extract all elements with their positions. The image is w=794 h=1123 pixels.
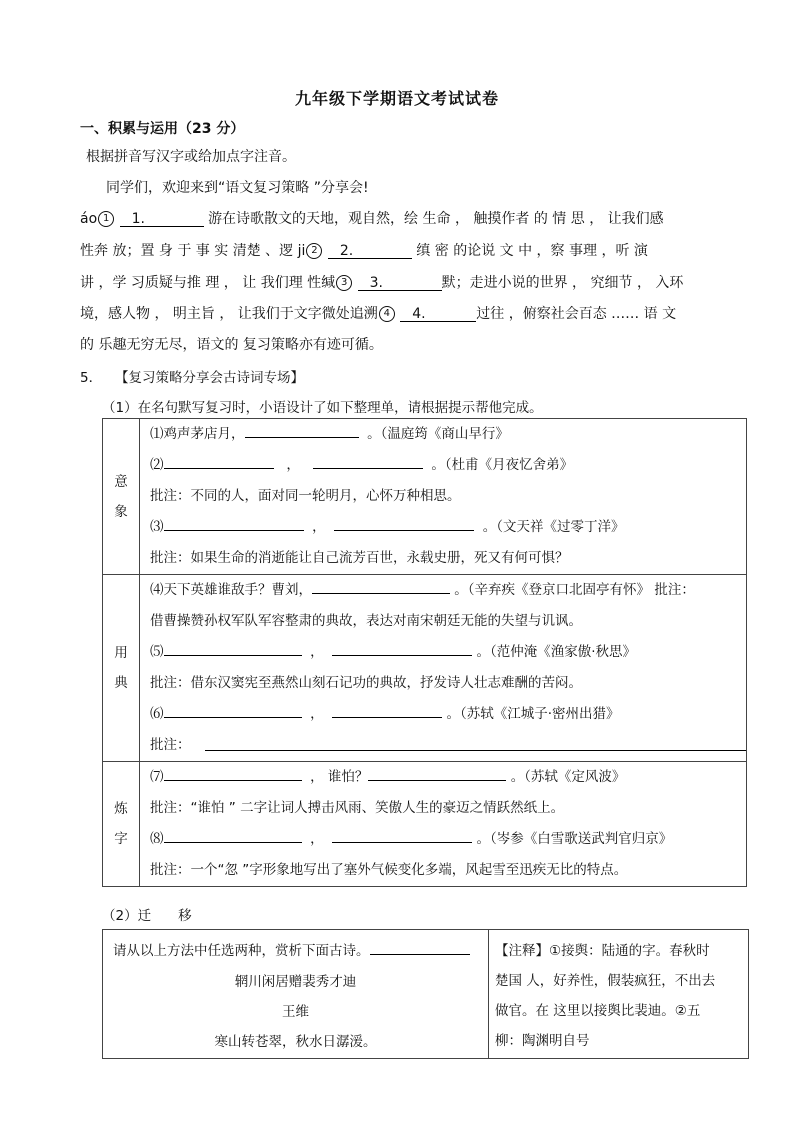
question-5-1: （1）在名句默写复习时，小语设计了如下整理单，请根据提示帮他完成。 xyxy=(102,400,543,416)
annotation: 批注：如果生命的消逝能让自己流芳百世，永载史册，死又有何可惧？ xyxy=(150,550,569,566)
answer-blank[interactable] xyxy=(370,942,470,955)
greeting: 同学们，欢迎来到“语文复习策略 ”分享会! xyxy=(106,180,369,196)
answer-blank[interactable] xyxy=(332,639,472,656)
dictation-table xyxy=(102,418,747,887)
answer-blank[interactable] xyxy=(164,764,302,781)
poem-title: 辋川闲居赠裴秀才迪 xyxy=(234,974,357,990)
poem-panel xyxy=(103,930,489,1058)
answer-blank[interactable] xyxy=(313,452,423,469)
annotation-blank-line: 批注： xyxy=(140,730,746,761)
passage-line-2: 性奔 放；置 身 于 事 实 清楚 、逻 ji 2 2. 缜 密 的论说 文 中 ，察 事理 ，听 演 xyxy=(80,243,648,259)
poem-box xyxy=(102,929,749,1059)
answer-blank-1[interactable]: 1. xyxy=(120,212,204,227)
annotation: 批注：“谁怕 ” 二字让词人搏击风雨、笑傲人生的豪迈之情跃然纸上。 xyxy=(150,800,565,816)
circled-number: 1 xyxy=(98,211,114,227)
passage-line-1: áo 1 1. 游在诗歌散文的天地，观自然，绘 生命 ， 触摸作者 的 情 思 ， 让我们感 xyxy=(80,211,664,227)
answer-blank[interactable] xyxy=(164,452,274,469)
answer-blank[interactable] xyxy=(368,764,506,781)
table-line: ⑷天下英雄谁敌手？曹刘， 。（辛弃疾《登京口北固亭有怀》 批注： xyxy=(140,575,746,606)
answer-blank-2[interactable]: 2. xyxy=(328,244,412,259)
circled-number: 4 xyxy=(379,306,395,322)
answer-blank[interactable] xyxy=(164,639,302,656)
passage-line-5: 的 乐趣无穷无尽，语文的 复习策略亦有迹可循。 xyxy=(80,337,383,353)
question-5: 5． 【复习策略分享会古诗词专场】 xyxy=(80,370,304,386)
note-line: 【注释】①接舆：陆通的字。春秋时 xyxy=(495,943,710,959)
section-heading: 一、积累与运用（23 分） xyxy=(80,121,245,137)
instruction: 根据拼音写汉字或给加点字注音。 xyxy=(86,149,296,165)
circled-number: 2 xyxy=(306,243,322,259)
category-yongdian: 用 典 xyxy=(103,575,140,762)
answer-blank[interactable] xyxy=(205,750,746,751)
table-line: ⑺ ， 谁怕？ 。（苏轼《定风波》 xyxy=(140,762,746,793)
table-line: ⑶ ， 。（文天祥《过零丁洋》 xyxy=(140,512,746,543)
answer-blank-3[interactable]: 3. xyxy=(358,276,442,291)
passage-line-3: 讲 ，学 习质疑与推 理 ， 让 我们理 性缄 3 3. 默；走进小说的世界 ， 究细节 ， 入环 xyxy=(80,275,684,291)
answer-blank[interactable] xyxy=(245,421,359,438)
answer-blank[interactable] xyxy=(332,826,472,843)
answer-blank[interactable] xyxy=(164,701,302,718)
category-lianzi: 炼 字 xyxy=(103,762,140,887)
question-5-2: （2）迁 移 xyxy=(102,908,192,924)
answer-blank-4[interactable]: 4. xyxy=(400,307,476,322)
annotation: 批注：借东汉窦宪至燕然山刻石记功的典故，抒发诗人壮志难酬的苦闷。 xyxy=(150,675,582,691)
table-row-lianzi xyxy=(103,762,747,887)
category-yixiang: 意 象 xyxy=(103,419,140,575)
circled-number: 3 xyxy=(336,275,352,291)
page-title: 九年级下学期语文考试试卷 xyxy=(294,89,499,108)
pinyin: áo xyxy=(80,211,98,227)
poem-author: 王维 xyxy=(282,1004,309,1020)
poem-line: 寒山转苍翠，秋水日潺湲。 xyxy=(214,1034,377,1050)
annotation: 借曹操赞孙权军队军容整肃的典故，表达对南宋朝廷无能的失望与讥讽。 xyxy=(150,613,582,629)
note-line: 做官。在 这里以接舆比裴迪。②五 xyxy=(495,1003,701,1019)
note-line: 楚国 人，好养性，假装疯狂，不出去 xyxy=(495,973,716,989)
answer-blank[interactable] xyxy=(332,701,442,718)
table-line: ⑴鸡声茅店月， 。（温庭筠《商山早行》 xyxy=(140,419,746,450)
notes-panel xyxy=(489,930,748,1058)
annotation: 批注：不同的人，面对同一轮明月，心怀万种相思。 xyxy=(150,488,461,504)
table-line: ⑸ ， 。（范仲淹《渔家傲·秋思》 xyxy=(140,637,746,668)
table-line: ⑵ ， 。（杜甫《月夜忆舍弟》 xyxy=(140,450,746,481)
answer-blank[interactable] xyxy=(312,577,450,594)
table-line: ⑻ ， 。（岑参《白雪歌送武判官归京》 xyxy=(140,824,746,855)
table-row-yixiang xyxy=(103,419,747,575)
answer-blank[interactable] xyxy=(334,514,474,531)
annotation: 批注：一个“忽 ”字形象地写出了塞外气候变化多端，风起雪至迅疾无比的特点。 xyxy=(150,862,628,878)
answer-blank[interactable] xyxy=(164,514,304,531)
poem-prompt: 请从以上方法中任选两种，赏析下面古诗。 xyxy=(113,939,470,959)
passage-line-4: 境，感人物 ， 明主旨 ， 让我们于文字微处追溯 4 4. 过往 ，俯察社会百态 …… 语 文 xyxy=(80,306,677,322)
answer-blank[interactable] xyxy=(164,826,302,843)
table-row-yongdian xyxy=(103,575,747,762)
note-line: 柳：陶渊明自号 xyxy=(495,1033,590,1049)
table-line: ⑹ ， 。（苏轼《江城子·密州出猎》 xyxy=(140,699,746,730)
